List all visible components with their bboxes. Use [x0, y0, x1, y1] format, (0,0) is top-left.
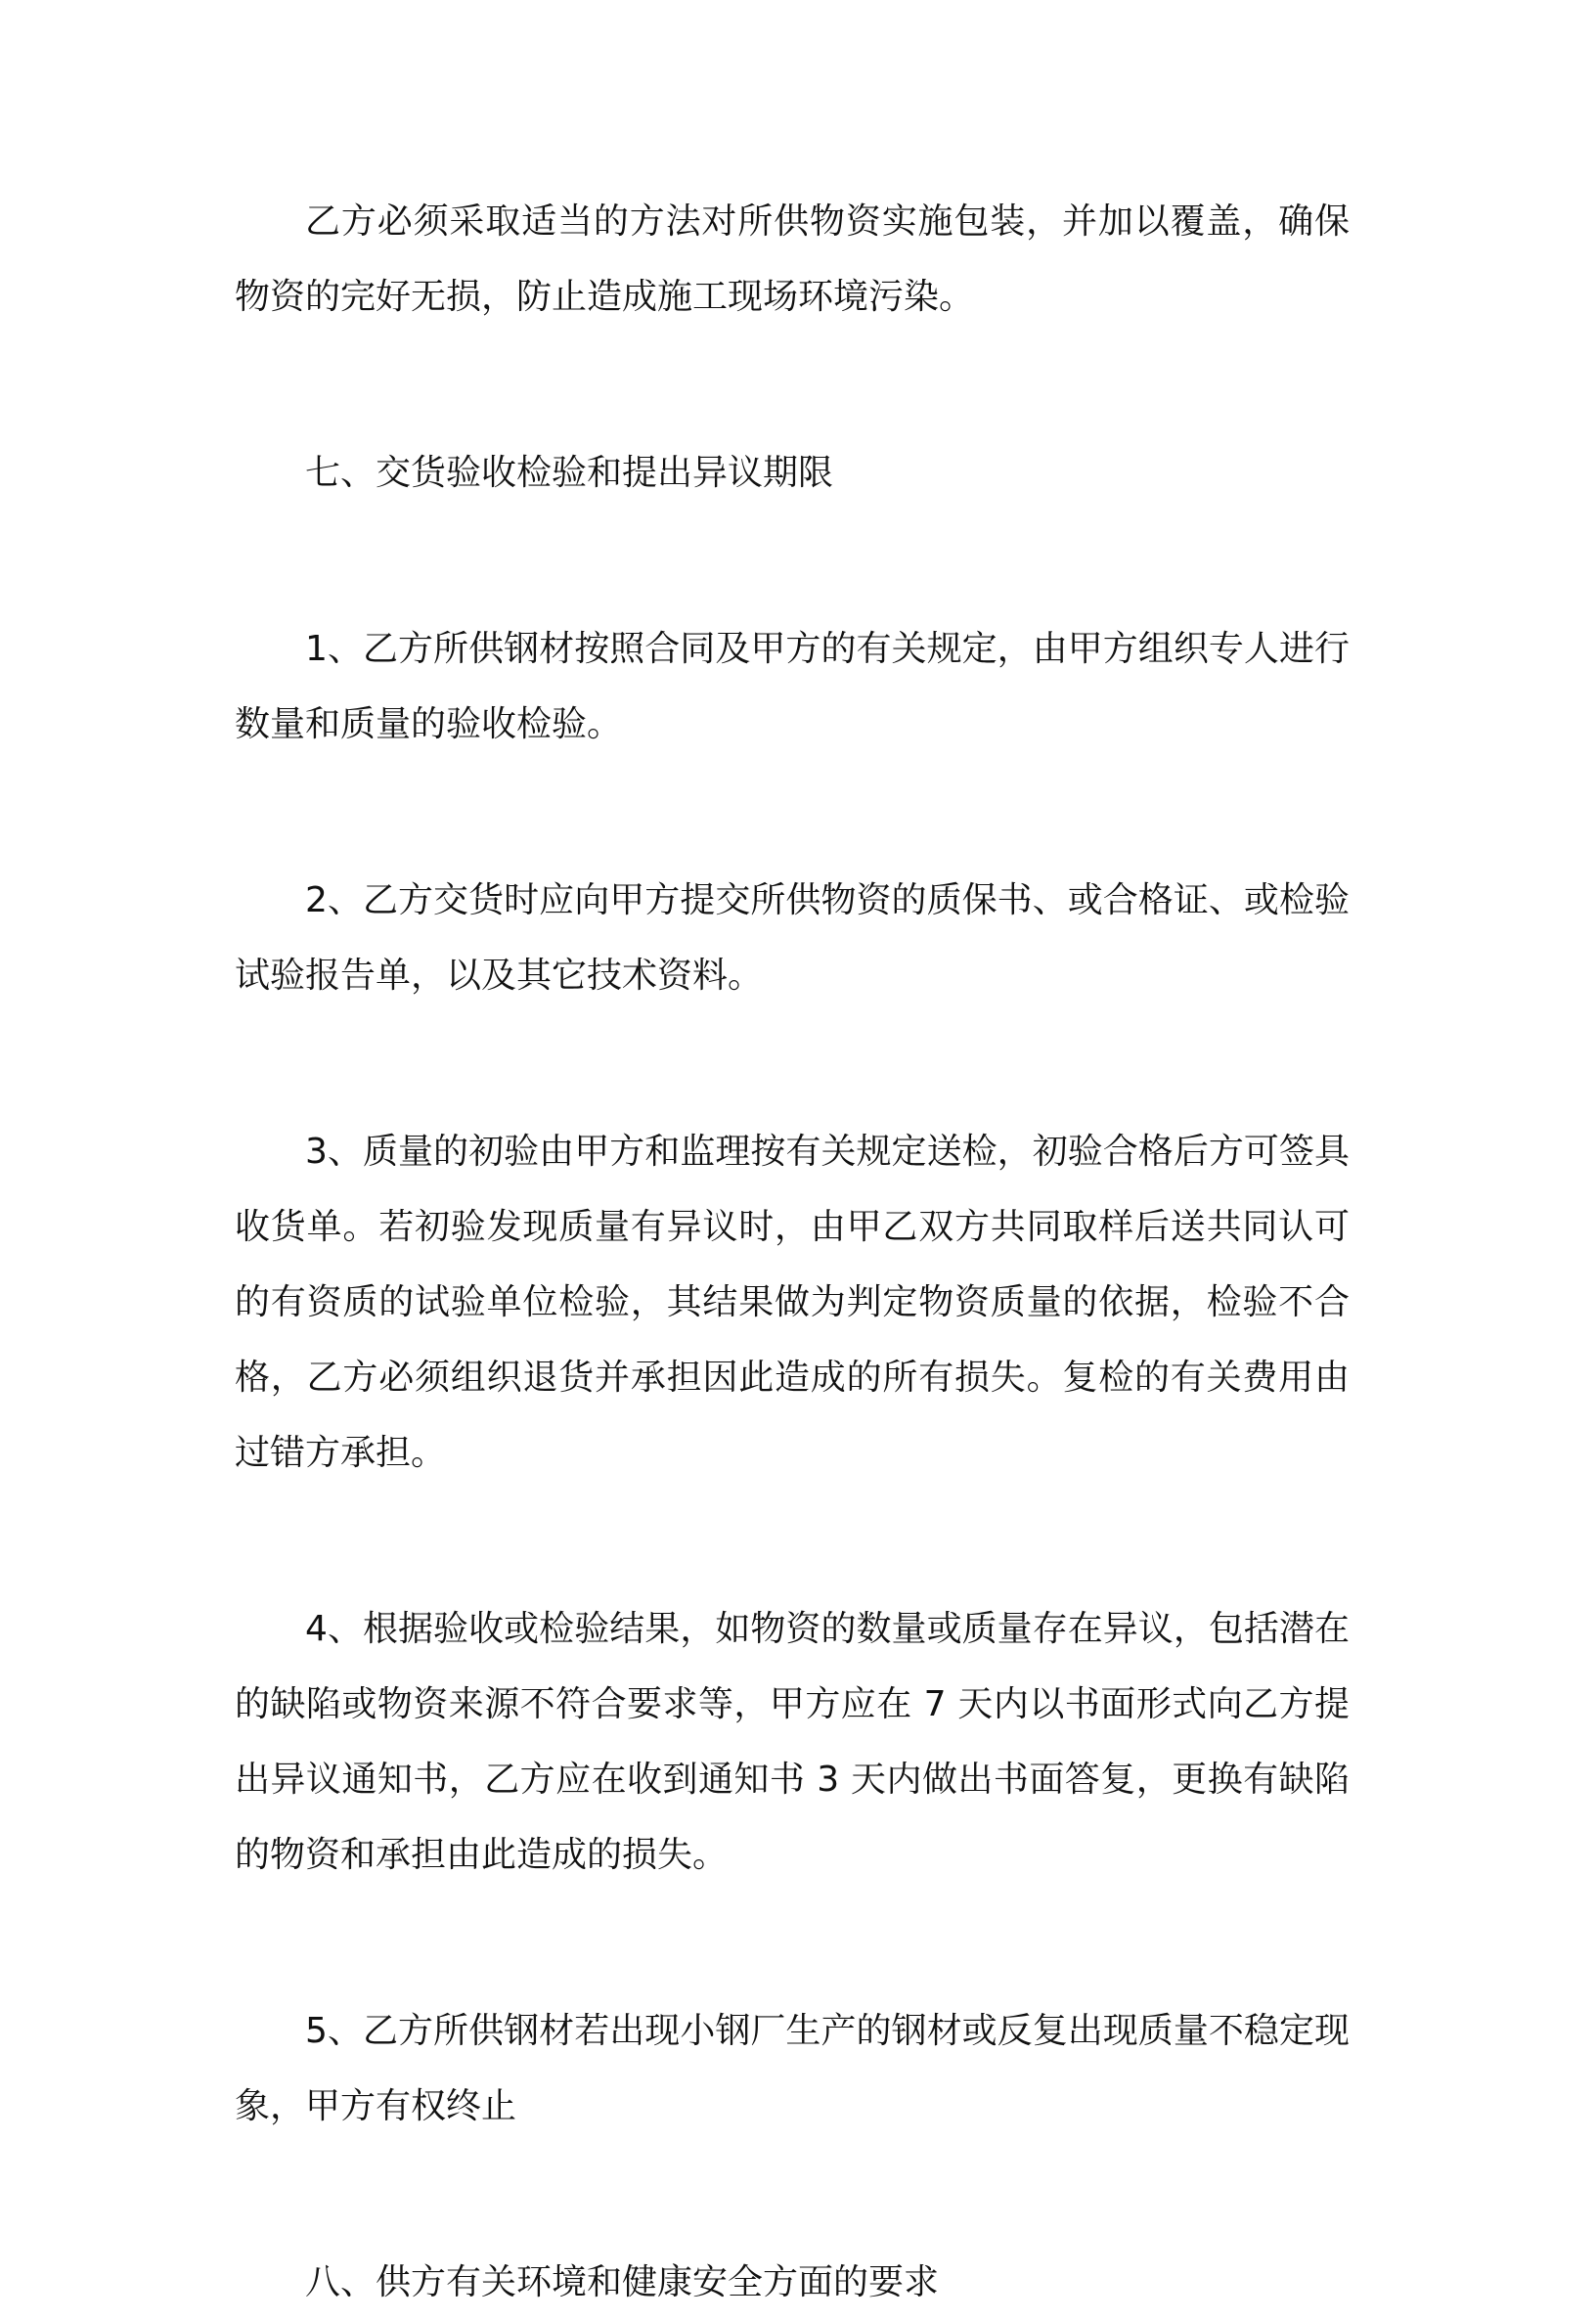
- paragraph-clause-3: 3、质量的初验由甲方和监理按有关规定送检，初验合格后方可签具收货单。若初验发现质量有异议时，由甲乙双方共同取样后送共同认可的有资质的试验单位检验，其结果做为判定物资质量的依据，检验不合格，乙方必须组织退货并承担因此造成的所有损失。复检的有关费用由过错方承担。: [235, 1132, 1350, 1473]
- paragraph-clause-5: 5、乙方所供钢材若出现小钢厂生产的钢材或反复出现质量不稳定现象，甲方有权终止: [235, 2011, 1350, 2126]
- paragraph-packaging: 乙方必须采取适当的方法对所供物资实施包装，并加以覆盖，确保物资的完好无损，防止造成施工现场环境污染。: [235, 201, 1350, 317]
- document-body: [235, 184, 1350, 2320]
- section-heading-7: 七、交货验收检验和提出异议期限: [305, 453, 834, 493]
- paragraph-clause-1: 1、乙方所供钢材按照合同及甲方的有关规定，由甲方组织专人进行数量和质量的验收检验。: [235, 629, 1350, 744]
- paragraph-clause-2: 2、乙方交货时应向甲方提交所供物资的质保书、或合格证、或检验试验报告单，以及其它技术资料。: [235, 880, 1350, 996]
- paragraph-clause-4: 4、根据验收或检验结果，如物资的数量或质量存在异议，包括潜在的缺陷或物资来源不符合要求等，甲方应在 7 天内以书面形式向乙方提出异议通知书，乙方应在收到通知书 3 天内做出书面答复，更换有缺陷的物资和承担由此造成的损失。: [235, 1609, 1350, 1875]
- section-heading-8: 八、供方有关环境和健康安全方面的要求: [305, 2262, 940, 2302]
